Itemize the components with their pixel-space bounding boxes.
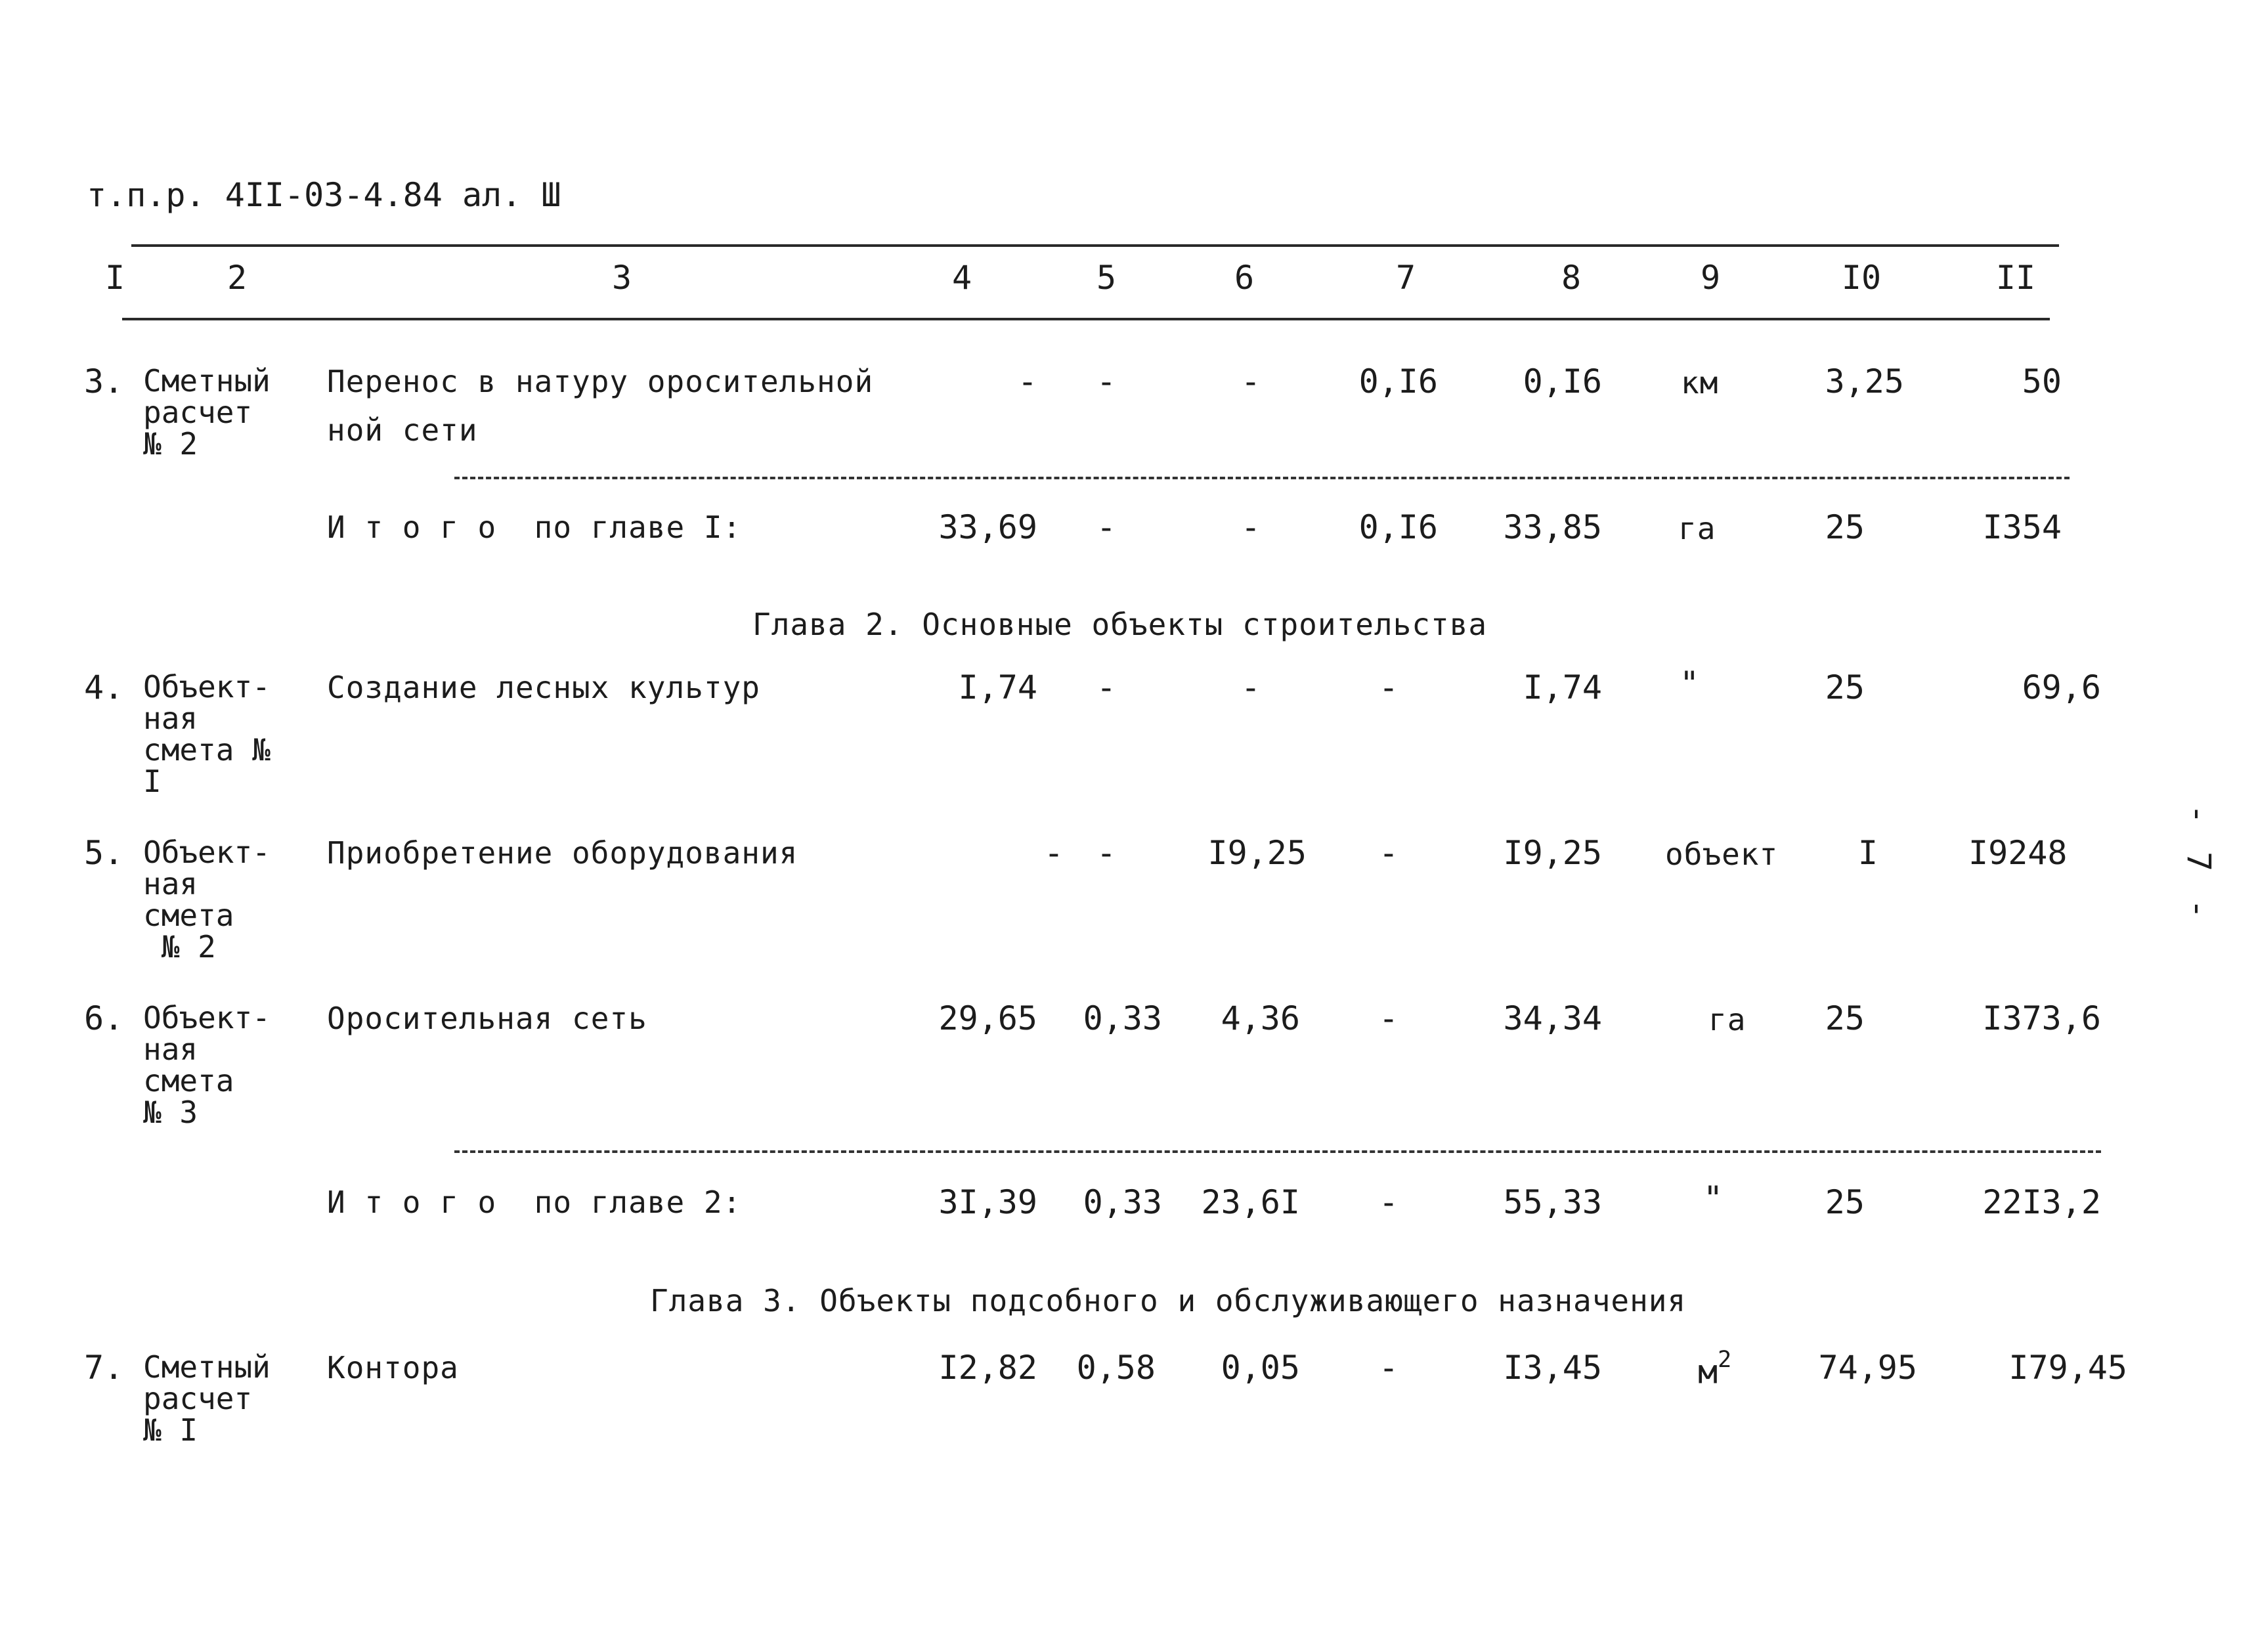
page-number: - 7 - [2179, 804, 2218, 923]
cell-col10: I [1857, 834, 1878, 872]
cell-col6: - [1240, 668, 1261, 706]
row-name: Контора [327, 1350, 459, 1385]
total-col7: - [1378, 1183, 1399, 1221]
cell-col8: 34,34 [1503, 999, 1602, 1037]
total-col4: 33,69 [938, 508, 1037, 546]
cell-col5: - [1096, 362, 1116, 401]
row-document-type: Объект- ная смета № 2 [143, 835, 271, 965]
cell-col11: 69,6 [2022, 668, 2101, 706]
chapter-heading: Глава 2. Основные объекты строительства [752, 607, 1488, 642]
cell-col7: - [1378, 834, 1399, 872]
cell-col7: - [1378, 999, 1399, 1037]
total-col8: 55,33 [1503, 1183, 1602, 1221]
cell-col11: 50 [2022, 362, 2062, 401]
row-number: 6. [84, 999, 124, 1037]
column-header-8: 8 [1561, 259, 1582, 297]
unit-text: м [1698, 1353, 1718, 1391]
cell-col4: I2,82 [938, 1349, 1037, 1387]
row-number: 7. [84, 1349, 124, 1387]
column-header-5: 5 [1096, 259, 1117, 297]
row-name: Создание лесных культур [327, 670, 760, 705]
cell-col9: га [1708, 1002, 1746, 1037]
cell-col7: - [1378, 1349, 1399, 1387]
row-name-line2: ной сети [327, 412, 478, 448]
cell-col6: - [1240, 362, 1261, 401]
cell-col8: I3,45 [1503, 1349, 1602, 1387]
column-header-1: I [104, 259, 125, 297]
cell-col9 [1698, 1349, 1731, 1389]
row-document-type: Сметный расчет № I [143, 1349, 271, 1448]
row-document-type: Объект- ная смета № I [143, 669, 271, 799]
row-number: 4. [84, 668, 124, 706]
chapter-heading: Глава 3. Объекты подсобного и обслуживающего назначения [650, 1283, 1687, 1318]
cell-col8: I9,25 [1503, 834, 1602, 872]
cell-col10: 25 [1825, 668, 1865, 706]
row-document-type: Объект- ная смета № 3 [143, 1000, 271, 1130]
row-name: Приобретение оборудования [327, 835, 798, 871]
column-header-11: II [1995, 259, 2036, 297]
unit-superscript: 2 [1718, 1347, 1732, 1373]
total-col4: 3I,39 [938, 1183, 1037, 1221]
cell-col9: " [1680, 664, 1700, 703]
cell-col7: - [1378, 668, 1399, 706]
table-header-rule [122, 318, 2050, 320]
cell-col11: I9248 [1968, 834, 2068, 872]
column-header-7: 7 [1395, 259, 1416, 297]
column-header-6: 6 [1234, 259, 1255, 297]
row-name-line1: Перенос в натуру оросительной [327, 364, 874, 399]
cell-col11: I373,6 [1982, 999, 2101, 1037]
column-header-9: 9 [1700, 259, 1721, 297]
cell-col9: км [1681, 365, 1719, 401]
total-label: И т о г о по главе I: [327, 510, 742, 545]
cell-col10: 25 [1825, 999, 1865, 1037]
row-number: 5. [84, 834, 124, 872]
column-header-3: 3 [611, 259, 632, 297]
total-col6: 23,6I [1201, 1183, 1300, 1221]
total-col9: га [1678, 511, 1716, 546]
total-col5: 0,33 [1083, 1183, 1162, 1221]
row-number: 3. [84, 362, 124, 401]
subtotal-rule-1 [454, 477, 2070, 479]
total-col11: I354 [1982, 508, 2062, 546]
cell-col6: I9,25 [1207, 834, 1307, 872]
cell-col5: 0,58 [1076, 1349, 1156, 1387]
total-col8: 33,85 [1503, 508, 1602, 546]
cell-col8: 0,I6 [1523, 362, 1602, 401]
total-col9: " [1703, 1179, 1724, 1217]
cell-col6: 4,36 [1221, 999, 1300, 1037]
total-col6: - [1240, 508, 1261, 546]
cell-col5: - [1096, 834, 1116, 872]
cell-col10: 3,25 [1825, 362, 1904, 401]
cell-col4: - [1017, 362, 1037, 401]
cell-col5: - [1096, 668, 1116, 706]
document-reference: т.п.р. 4II-03-4.84 ал. Ш [87, 176, 561, 214]
column-header-4: 4 [951, 259, 972, 297]
subtotal-rule-2 [454, 1150, 2101, 1153]
cell-col8: I,74 [1523, 668, 1602, 706]
row-name: Оросительная сеть [327, 1001, 647, 1036]
total-col10: 25 [1825, 1183, 1865, 1221]
cell-col11: I79,45 [2008, 1349, 2127, 1387]
cell-col4: I,74 [958, 668, 1037, 706]
row-document-type: Сметный расчет № 2 [143, 363, 271, 462]
cell-col4: 29,65 [938, 999, 1037, 1037]
cell-col7: 0,I6 [1358, 362, 1438, 401]
total-col7: 0,I6 [1358, 508, 1438, 546]
total-col5: - [1096, 508, 1116, 546]
total-col11: 22I3,2 [1982, 1183, 2101, 1221]
table-top-rule [131, 244, 2059, 247]
column-header-10: I0 [1841, 259, 1882, 297]
column-header-2: 2 [227, 259, 248, 297]
total-label: И т о г о по главе 2: [327, 1185, 742, 1220]
cell-col10: 74,95 [1818, 1349, 1917, 1387]
cell-col9: объект [1665, 837, 1779, 872]
total-col10: 25 [1825, 508, 1865, 546]
cell-col5: 0,33 [1083, 999, 1162, 1037]
cell-col6: 0,05 [1221, 1349, 1300, 1387]
cell-col4: - [1043, 834, 1064, 872]
